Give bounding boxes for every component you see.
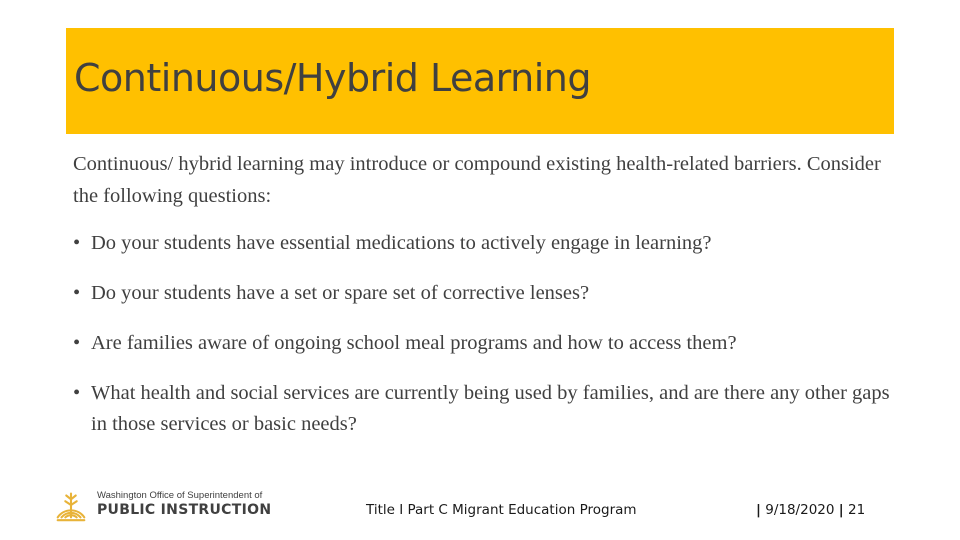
logo-name: PUBLIC INSTRUCTION (97, 502, 272, 518)
question-list (73, 228, 893, 459)
ospi-logo (52, 486, 282, 526)
list-item (73, 328, 893, 359)
list-item (73, 228, 893, 259)
bullet-icon: • (73, 382, 81, 404)
bullet-icon: • (73, 282, 81, 304)
list-item-text: Do your students have essential medications to actively engage in learning? (91, 232, 712, 254)
footer-program: Title I Part C Migrant Education Program (366, 502, 637, 518)
list-item (73, 278, 893, 309)
wheat-seal-icon (52, 486, 90, 524)
bullet-icon: • (73, 232, 81, 254)
bullet-icon: • (73, 332, 81, 354)
page-number: 21 (848, 502, 866, 518)
intro-text: Continuous/ hybrid learning may introduce or compound existing health-related barriers. Consider the following questions: (73, 153, 881, 207)
list-item (73, 378, 893, 440)
footer-separator: | (756, 502, 761, 518)
footer-date: 9/18/2020 (765, 502, 835, 518)
list-item-text: Are families aware of ongoing school meal programs and how to access them? (91, 332, 737, 354)
list-item-text: Do your students have a set or spare set of corrective lenses? (91, 282, 590, 304)
footer-date-page (756, 502, 865, 518)
list-item-text: What health and social services are currently being used by families, and are there any other gaps in those services or basic needs? (91, 382, 890, 435)
page-title: Continuous/Hybrid Learning (74, 56, 591, 100)
title-bar (66, 28, 894, 134)
footer-separator: | (838, 502, 844, 518)
logo-subtitle: Washington Office of Superintendent of (97, 490, 263, 501)
